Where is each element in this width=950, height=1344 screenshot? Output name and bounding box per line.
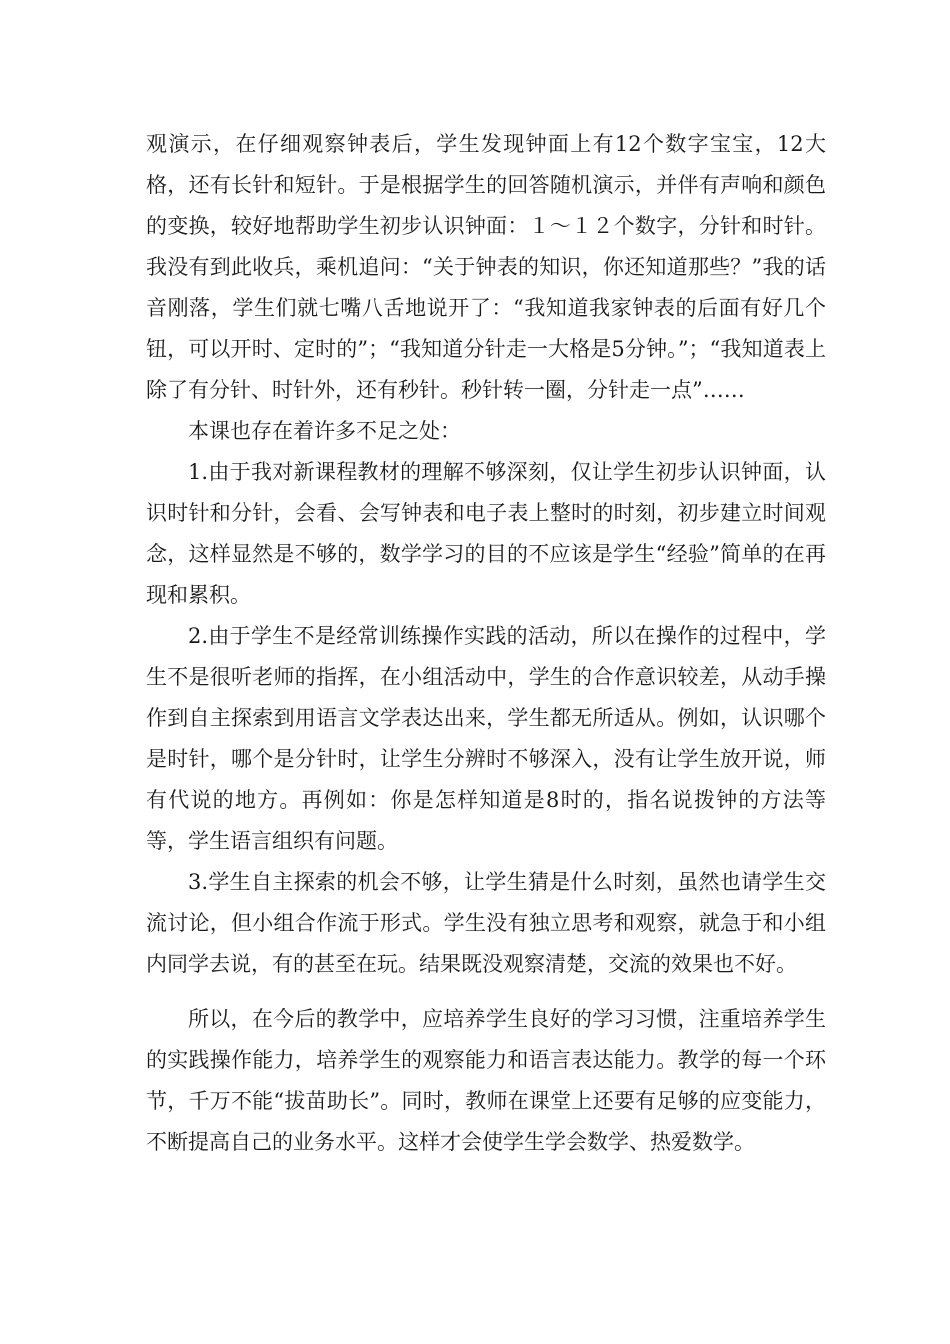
paragraph-shortcomings-intro: 本课也存在着许多不足之处：	[188, 419, 461, 443]
paragraph-shortcoming-1: 1.由于我对新课程教材的理解不够深刻，仅让学生初步认识钟面，认识时针和分针，会看、会写钟表和电子表上整时的时刻，初步建立时间观念，这样显然是不够的，数学学习的目的不应该是学生“经验”简单的在再现和累积。	[146, 460, 826, 607]
paragraph-shortcoming-2: 2.由于学生不是经常训练操作实践的活动，所以在操作的过程中，学生不是很听老师的指挥，在小组活动中，学生的合作意识较差，从动手操作到自主探索到用语言文学表达出来，学生都无所适从。例如，认识哪个是时针，哪个是分针时，让学生分辨时不够深入，没有让学生放开说，师有代说的地方。再例如：你是怎样知道是8时的，指名说拨钟的方法等等，学生语言组织有问题。	[146, 624, 826, 853]
paragraph-conclusion: 所以，在今后的教学中，应培养学生良好的学习习惯，注重培养学生的实践操作能力，培养学生的观察能力和语言表达能力。教学的每一个环节，千万不能“拔苗助长”。同时，教师在课堂上还要有足够的应变能力，不断提高自己的业务水平。这样才会使学生学会数学、热爱数学。	[146, 1007, 826, 1154]
document-body	[146, 124, 826, 1163]
paragraph-reflection-demo: 观演示，在仔细观察钟表后，学生发现钟面上有12个数字宝宝，12大格，还有长针和短针。于是根据学生的回答随机演示，并伴有声响和颜色的变换，较好地帮助学生初步认识钟面：１～１２个数字，分针和时针。我没有到此收兵，乘机追问：“关于钟表的知识，你还知道那些？”我的话音刚落，学生们就七嘴八舌地说开了：“我知道我家钟表的后面有好几个钮，可以开时、定时的”；“我知道分针走一大格是5分钟。”；“我知道表上除了有分针、时针外，还有秒针。秒针转一圈，分针走一点”……	[146, 132, 826, 402]
paragraph-shortcoming-3: 3.学生自主探索的机会不够，让学生猜是什么时刻，虽然也请学生交流讨论，但小组合作流于形式。学生没有独立思考和观察，就急于和小组内同学去说，有的甚至在玩。结果既没观察清楚，交流的效果也不好。	[146, 870, 826, 976]
